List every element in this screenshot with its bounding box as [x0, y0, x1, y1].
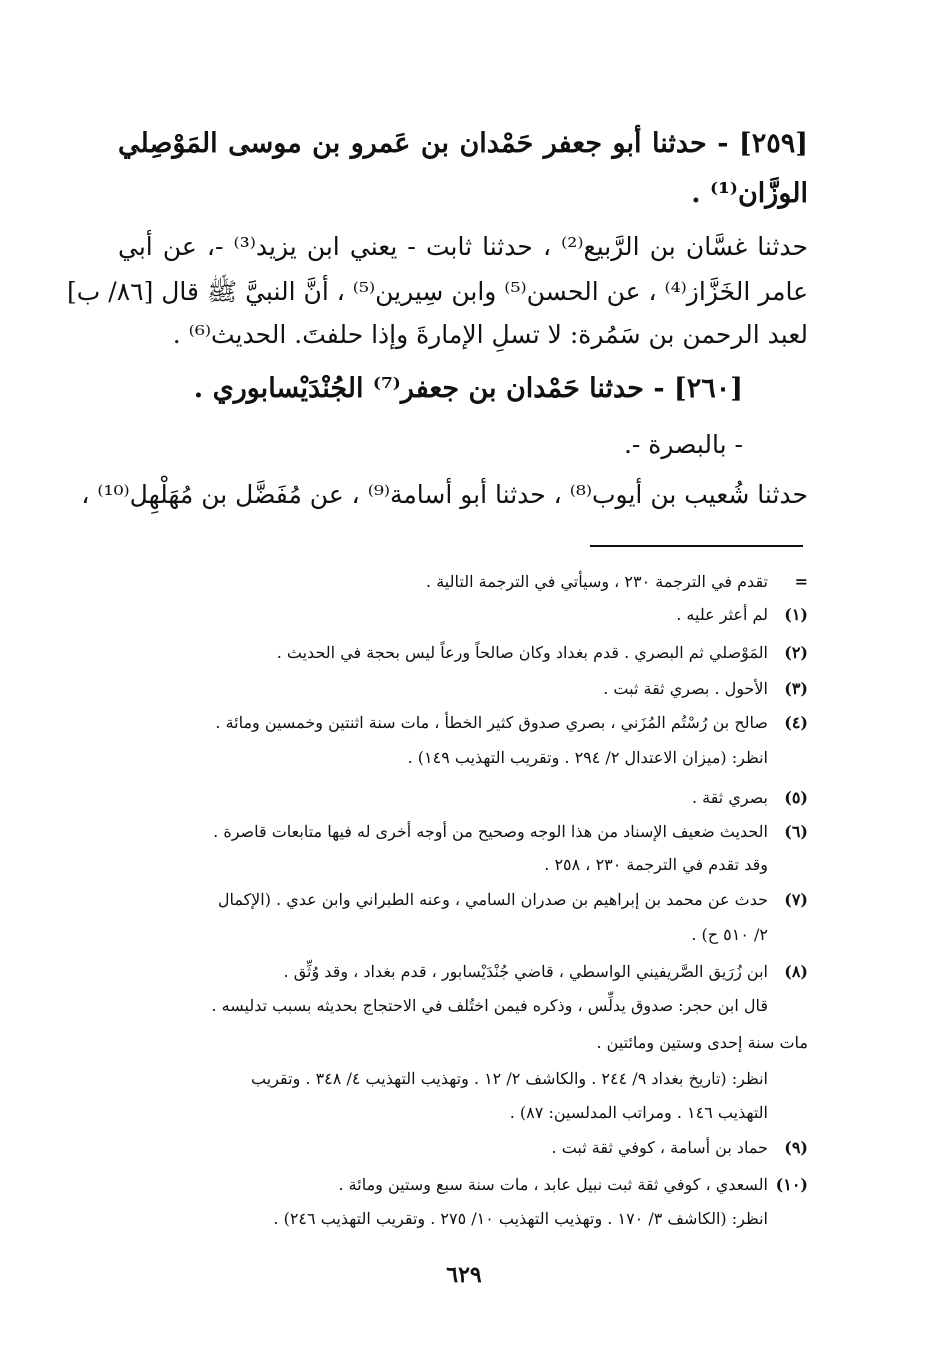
- footnote-3: [603, 679, 808, 698]
- entry-260-location: - بالبصرة -.: [623, 430, 743, 459]
- footnote-7: [218, 890, 808, 909]
- footnote-separator: [590, 545, 803, 547]
- footnote-4: [215, 713, 808, 732]
- footnote-text: ابن زُرَيق الصَّريفيني الواسطي ، قاضي جُنْدَيْسابور ، قدم بغداد ، وقد وُثِّق .: [283, 962, 768, 981]
- footnote-5: [692, 788, 808, 807]
- footnote-8-line-2: قال ابن حجر: صدوق يدلِّس ، وذكره فيمن اختُلف في الاحتجاج بحديثه بسبب تدليسه .: [211, 996, 768, 1015]
- footnote-6: [213, 822, 808, 841]
- footnote-number: (٧): [784, 890, 808, 909]
- footnote-text: الأحول . بصري ثقة ثبت .: [603, 679, 768, 698]
- footnote-6-continuation: وقد تقدم في الترجمة ٢٣٠ ، ٢٥٨ .: [544, 855, 768, 874]
- footnote-text: تقدم في الترجمة ٢٣٠ ، وسيأتي في الترجمة التالية .: [426, 572, 768, 591]
- footnote-4-continuation: انظر: (ميزان الاعتدال ٢/ ٢٩٤ . وتقريب التهذيب ١٤٩) .: [407, 748, 768, 767]
- footnote-8: [284, 962, 808, 981]
- entry-260-title: [٢٦٠] - حدثنا حَمْدان بن جعفر⁽⁷⁾ الجُنْدَيْسابوري .: [193, 373, 743, 404]
- footnote-number: (٥): [784, 788, 808, 807]
- footnote-number: (٩): [784, 1138, 808, 1157]
- footnote-text: لم أعثر عليه .: [676, 605, 768, 624]
- footnote-text: المَوْصلي ثم البصري . قدم بغداد وكان صالحاً ورعاً ليس بحجة في الحديث .: [276, 643, 768, 662]
- footnote-number: =: [794, 572, 808, 591]
- footnote-text: بصري ثقة .: [691, 788, 768, 807]
- entry-259-text-line-3: لعبد الرحمن بن سَمُرة: لا تسلِ الإمارةَ وإذا حلفتَ. الحديث⁽⁶⁾ .: [172, 320, 808, 349]
- footnote-9: [552, 1138, 808, 1157]
- entry-259-text-line-1: حدثنا غسَّان بن الرَّبيع⁽²⁾ ، حدثنا ثابت - يعني ابن يزيد⁽³⁾ -، عن أبي: [118, 232, 808, 261]
- footnote-text: صالح بن رُسْتُم المُزَني ، بصري صدوق كثير الخطأ ، مات سنة اثنتين وخمسين ومائة .: [215, 713, 768, 732]
- footnote-carry: [426, 572, 808, 591]
- entry-259-title-line-2: الوزَّان⁽¹⁾ .: [691, 178, 808, 209]
- footnote-number: (٦): [784, 822, 808, 841]
- entry-259-text-line-2: عامر الخَزَّاز⁽⁴⁾ ، عن الحسن⁽⁵⁾ وابن سِيرين⁽⁵⁾ ، أنَّ النبيَّ ﷺ قال [٨٦/ ب]: [67, 277, 808, 306]
- footnote-2: [277, 643, 808, 662]
- footnote-text: حدث عن محمد بن إبراهيم بن صدران السامي ، وعنه الطبراني وابن عدي . (الإكمال: [217, 890, 768, 909]
- footnote-text: الحديث ضعيف الإسناد من هذا الوجه وصحيح من أوجه أخرى له فيها متابعات قاصرة .: [213, 822, 768, 841]
- footnote-number: (٤): [784, 713, 808, 732]
- footnote-number: (٨): [784, 962, 808, 981]
- footnote-7-continuation: ٢/ ٥١٠ ح) .: [691, 925, 768, 944]
- entry-259-title-line-1: [٢٥٩] - حدثنا أبو جعفر حَمْدان بن عَمرو بن موسى المَوْصِلي: [118, 128, 808, 159]
- footnote-1: [676, 605, 808, 624]
- footnote-10-continuation: انظر: (الكاشف ٣/ ١٧٠ . وتهذيب التهذيب ١٠/ ٢٧٥ . وتقريب التهذيب ٢٤٦) .: [273, 1209, 768, 1228]
- footnote-10: [339, 1175, 809, 1194]
- footnote-text: السعدي ، كوفي ثقة ثبت نبيل عابد ، مات سنة سبع وستين ومائة .: [338, 1175, 768, 1194]
- entry-260-text-line-1: حدثنا شُعيب بن أيوب⁽⁸⁾ ، حدثنا أبو أسامة⁽⁹⁾ ، عن مُفَضَّل بن مُهَلْهِل⁽¹⁰⁾ ،: [81, 480, 808, 509]
- footnote-8-line-5: التهذيب ١٤٦ . ومراتب المدلسين: ٨٧) .: [509, 1103, 768, 1122]
- footnote-text: حماد بن أسامة ، كوفي ثقة ثبت .: [551, 1138, 768, 1157]
- footnote-number: (١٠): [775, 1175, 808, 1194]
- footnote-number: (١): [784, 605, 808, 624]
- page-number: ٦٢٩: [446, 1262, 482, 1288]
- footnote-number: (٢): [784, 643, 808, 662]
- footnote-number: (٣): [784, 679, 808, 698]
- footnote-8-line-4: انظر: (تاريخ بغداد ٩/ ٢٤٤ . والكاشف ٢/ ١٢ . وتهذيب التهذيب ٤/ ٣٤٨ . وتقريب: [251, 1069, 768, 1088]
- footnote-8-line-3: مات سنة إحدى وستين ومائتين .: [596, 1033, 808, 1052]
